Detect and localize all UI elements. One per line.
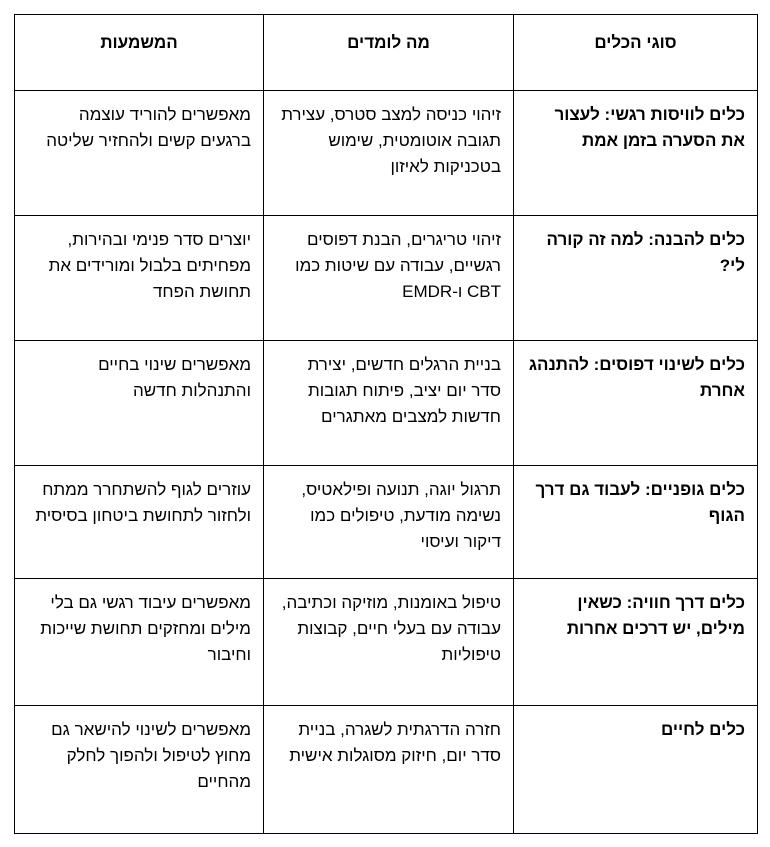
cell-what-learned: בניית הרגלים חדשים, יצירת סדר יום יציב, פיתוח תגובות חדשות למצבים מאתגרים [264, 341, 514, 466]
table-row [15, 579, 758, 706]
table-row [15, 216, 758, 341]
header-tool-types: סוגי הכלים [514, 15, 758, 91]
table-row [15, 466, 758, 579]
cell-what-learned: זיהוי כניסה למצב סטרס, עצירת תגובה אוטומטית, שימוש בטכניקות לאיזון [264, 91, 514, 216]
cell-meaning: מאפשרים להוריד עוצמה ברגעים קשים ולהחזיר שליטה [15, 91, 264, 216]
cell-tool-type: כלים גופניים: לעבוד גם דרך הגוף [514, 466, 758, 579]
table-header-row [15, 15, 758, 91]
cell-what-learned: תרגול יוגה, תנועה ופילאטיס, נשימה מודעת, טיפולים כמו דיקור ועיסוי [264, 466, 514, 579]
header-what-learned: מה לומדים [264, 15, 514, 91]
cell-meaning: יוצרים סדר פנימי ובהירות, מפחיתים בלבול ומורידים את תחושת הפחד [15, 216, 264, 341]
tools-table [14, 14, 758, 834]
table-row [15, 91, 758, 216]
cell-tool-type: כלים להבנה: למה זה קורה לי? [514, 216, 758, 341]
cell-tool-type: כלים דרך חוויה: כשאין מילים, יש דרכים אחרות [514, 579, 758, 706]
header-meaning: המשמעות [15, 15, 264, 91]
cell-meaning: מאפשרים עיבוד רגשי גם בלי מילים ומחזקים תחושת שייכות וחיבור [15, 579, 264, 706]
cell-meaning: מאפשרים שינוי בחיים והתנהלות חדשה [15, 341, 264, 466]
cell-tool-type: כלים לוויסות רגשי: לעצור את הסערה בזמן אמת [514, 91, 758, 216]
cell-what-learned: זיהוי טריגרים, הבנת דפוסים רגשיים, עבודה עם שיטות כמו CBT ו-EMDR [264, 216, 514, 341]
cell-tool-type: כלים לחיים [514, 706, 758, 834]
table-row [15, 706, 758, 834]
table-row [15, 341, 758, 466]
cell-what-learned: טיפול באומנות, מוזיקה וכתיבה, עבודה עם בעלי חיים, קבוצות טיפוליות [264, 579, 514, 706]
cell-meaning: מאפשרים לשינוי להישאר גם מחוץ לטיפול ולהפוך לחלק מהחיים [15, 706, 264, 834]
cell-what-learned: חזרה הדרגתית לשגרה, בניית סדר יום, חיזוק מסוגלות אישית [264, 706, 514, 834]
cell-tool-type: כלים לשינוי דפוסים: להתנהג אחרת [514, 341, 758, 466]
cell-meaning: עוזרים לגוף להשתחרר ממתח ולחזור לתחושת ביטחון בסיסית [15, 466, 264, 579]
